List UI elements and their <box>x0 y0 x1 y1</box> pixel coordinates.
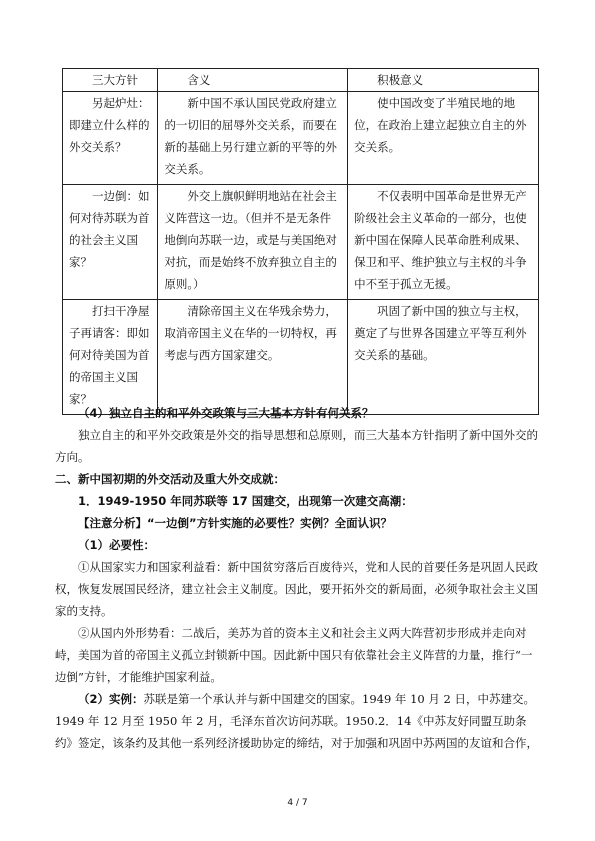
cell-text: 一边倒：如何对待苏联为首的社会主义国家？ <box>69 189 150 269</box>
row-1-policy <box>63 92 158 185</box>
necessity-heading: （1）必要性： <box>78 538 156 552</box>
cell-text: 打扫干净屋子再请客：即如何对待美国为首的帝国主义国家？ <box>69 304 150 406</box>
row-1-meaning <box>158 92 348 185</box>
necessity-point-2: ②从国内外形势看：二战后，美苏为首的资本主义和社会主义两大阵营初步形成并走向对峙，美国为首的帝国主义孤立封锁新中国。因此新中国只有依靠社会主义阵营的力量，推行“一边倒”方针，才能维护国家利益。 <box>55 626 533 684</box>
cell-text: 清除帝国主义在华残余势力，取消帝国主义在华的一切特权，再考虑与西方国家建交。 <box>164 304 337 362</box>
example-label: （2）实例： <box>78 692 144 706</box>
cell-text: 外交上旗帜鲜明地站在社会主义阵营这一边。（但并不是无条件地倒向苏联一边，或是与美国绝对对抗，而是始终不放弃独立自主的原则。） <box>164 189 337 291</box>
note-heading: 【注意分析】“一边倒”方针实施的必要性？实例？全面认识？ <box>78 516 393 530</box>
row-3-meaning <box>158 300 348 415</box>
example-text: 苏联是第一个承认并与新中国建交的国家。1949 年 10 月 2 日，中苏建交。1949 年 12 月至 1950 年 2 月，毛泽东首次访问苏联。1950.2．14《中苏友好同盟互助条约》签定，该条约及其他一系列经济援助协定的缔结，对于加强和巩固中苏两国的友谊和合作， <box>55 692 538 750</box>
table-row <box>63 92 539 185</box>
item-1-heading: 1．1949-1950 年同苏联等 17 国建交，出现第一次建交高潮： <box>78 494 413 508</box>
section-2-heading: 二、新中国初期的外交活动及重大外交成就： <box>55 472 285 486</box>
table-header-row <box>63 69 539 92</box>
table-row <box>63 185 539 300</box>
header-significance: 积极意义 <box>348 69 539 92</box>
row-2-policy <box>63 185 158 300</box>
question-4-answer: 独立自主的和平外交政策是外交的指导思想和总原则，而三大基本方针指明了新中国外交的方向。 <box>55 428 538 464</box>
row-3-significance <box>348 300 539 415</box>
cell-text: 另起炉灶：即建立什么样的外交关系？ <box>69 96 150 154</box>
body-text <box>55 402 542 754</box>
cell-text: 不仅表明中国革命是世界无产阶级社会主义革命的一部分，也使新中国在保障人民革命胜利成果、保卫和平、维护独立与主权的斗争中不至于孤立无援。 <box>354 189 527 291</box>
cell-text: 使中国改变了半殖民地的地位，在政治上建立起独立自主的外交关系。 <box>354 96 527 154</box>
header-meaning: 含义 <box>158 69 348 92</box>
question-4-heading: （4）独立自主的和平外交政策与三大基本方针有何关系？ <box>78 406 374 420</box>
policy-table <box>62 68 539 415</box>
table-row <box>63 300 539 415</box>
page-number: 4 / 7 <box>287 798 308 808</box>
row-1-significance <box>348 92 539 185</box>
row-3-policy <box>63 300 158 415</box>
header-policy: 三大方针 <box>63 69 158 92</box>
row-2-significance <box>348 185 539 300</box>
cell-text: 巩固了新中国的独立与主权，奠定了与世界各国建立平等互利外交关系的基础。 <box>354 304 527 362</box>
row-2-meaning <box>158 185 348 300</box>
necessity-point-1: ①从国家实力和国家利益看：新中国贫穷落后百废待兴，党和人民的首要任务是巩固人民政权，恢复发展国民经济，建立社会主义制度。因此，要开拓外交的新局面，必须争取社会主义国家的支持。 <box>55 560 538 618</box>
cell-text: 新中国不承认国民党政府建立的一切旧的屈辱外交关系，而要在新的基础上另行建立新的平等的外交关系。 <box>164 96 337 176</box>
example-paragraph <box>55 688 542 754</box>
